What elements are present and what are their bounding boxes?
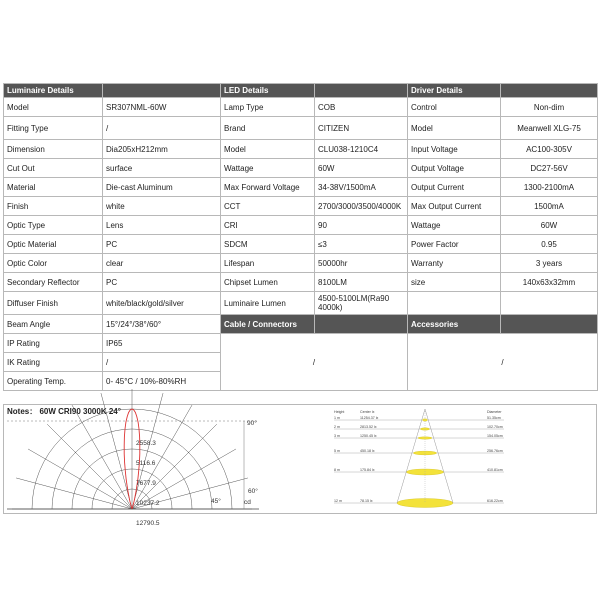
led-value: 8100LM <box>315 273 408 292</box>
unit-label: cd <box>244 499 251 506</box>
led-label: Wattage <box>221 159 315 178</box>
beam-center-value: 1250.45 lx <box>360 433 377 438</box>
led-value: 34-38V/1500mA <box>315 178 408 197</box>
luminaire-value: white/black/gold/silver <box>103 292 221 315</box>
accessories-value: / <box>408 334 598 391</box>
angle-label-90: 90° <box>247 420 257 427</box>
luminaire-label: Optic Color <box>4 254 103 273</box>
spec-row <box>4 197 598 216</box>
beam-edge-left <box>397 409 425 503</box>
led-value: CITIZEN <box>315 117 408 140</box>
ring-value-label: 5116.6 <box>136 460 156 467</box>
luminaire-details-header: Luminaire Details <box>4 84 103 98</box>
spec-row <box>4 98 598 117</box>
led-value: 60W <box>315 159 408 178</box>
cable-value: / <box>221 334 408 391</box>
led-value: CLU038-1210C4 <box>315 140 408 159</box>
luminaire-label: Dimension <box>4 140 103 159</box>
spec-row <box>4 273 598 292</box>
beam-diameter-value: 616.22cm <box>487 498 503 503</box>
driver-value: 1300-2100mA <box>501 178 598 197</box>
luminaire-label: Cut Out <box>4 159 103 178</box>
cable-header-fill <box>315 315 408 334</box>
beam-diameter-value: 102.70cm <box>487 424 503 429</box>
led-label: CCT <box>221 197 315 216</box>
driver-value: DC27-56V <box>501 159 598 178</box>
driver-value: AC100-305V <box>501 140 598 159</box>
spec-row <box>4 235 598 254</box>
driver-label: size <box>408 273 501 292</box>
led-label: Max Forward Voltage <box>221 178 315 197</box>
luminaire-label: IK Rating <box>4 353 103 372</box>
spec-table <box>3 83 598 391</box>
luminaire-value: SR307NML-60W <box>103 98 221 117</box>
led-details-header: LED Details <box>221 84 315 98</box>
led-value: 50000hr <box>315 254 408 273</box>
luminaire-value: PC <box>103 273 221 292</box>
beam-edge-right <box>425 409 453 503</box>
ring-value-label: 2558.3 <box>136 440 156 447</box>
section-header-row <box>4 84 598 98</box>
beam-height-value: 1 m <box>334 415 340 420</box>
driver-label: Output Voltage <box>408 159 501 178</box>
spec-row <box>4 117 598 140</box>
beam-diameter-value: 256.76cm <box>487 448 503 453</box>
notes-title: Notes： 60W CRI90 3000K 24° <box>7 407 121 416</box>
beam-center-value: 11254.37 lx <box>360 415 379 420</box>
beam-center-value: 78.15 lx <box>360 498 373 503</box>
led-value: 90 <box>315 216 408 235</box>
led-label: SDCM <box>221 235 315 254</box>
luminaire-value: white <box>103 197 221 216</box>
driver-label <box>408 292 501 315</box>
spec-row <box>4 159 598 178</box>
driver-label: Wattage <box>408 216 501 235</box>
luminaire-value: / <box>103 117 221 140</box>
beam-height-value: 2 m <box>334 424 340 429</box>
led-value: 4500-5100LM(Ra90 4000k) <box>315 292 408 315</box>
driver-value: 0.95 <box>501 235 598 254</box>
beam-col-diameter: Diameter <box>487 410 502 414</box>
driver-value: Meanwell XLG-75 <box>501 117 598 140</box>
driver-value: Non-dim <box>501 98 598 117</box>
spec-row <box>4 334 598 353</box>
luminaire-label: Material <box>4 178 103 197</box>
led-value: 2700/3000/3500/4000K <box>315 197 408 216</box>
beam-height-value: 8 m <box>334 467 340 472</box>
spec-row <box>4 254 598 273</box>
beam-height-value: 3 m <box>334 433 340 438</box>
accessories-header: Accessories <box>408 315 501 334</box>
led-value: COB <box>315 98 408 117</box>
luminaire-label: Beam Angle <box>4 315 103 334</box>
luminaire-value: surface <box>103 159 221 178</box>
luminaire-label: Finish <box>4 197 103 216</box>
luminaire-value: 15°/24°/38°/60° <box>103 315 221 334</box>
luminaire-value: Die-cast Aluminum <box>103 178 221 197</box>
luminaire-label: Optic Material <box>4 235 103 254</box>
driver-value: 60W <box>501 216 598 235</box>
driver-value: 3 years <box>501 254 598 273</box>
beam-diameter-value: 154.05cm <box>487 433 503 438</box>
spec-row <box>4 140 598 159</box>
accessories-header-fill <box>501 315 598 334</box>
luminaire-label: Diffuser Finish <box>4 292 103 315</box>
led-label: Luminaire Lumen <box>221 292 315 315</box>
spec-row <box>4 315 598 334</box>
luminaire-label: Secondary Reflector <box>4 273 103 292</box>
beam-col-height: Height <box>334 410 345 414</box>
driver-label: Control <box>408 98 501 117</box>
ring-value-label: 7677.9 <box>136 480 156 487</box>
led-label: Lamp Type <box>221 98 315 117</box>
spec-sheet <box>3 83 597 391</box>
driver-label: Max Output Current <box>408 197 501 216</box>
beam-height-value: 12 m <box>334 498 342 503</box>
luminaire-value: IP65 <box>103 334 221 353</box>
spec-row <box>4 292 598 315</box>
luminaire-label: Optic Type <box>4 216 103 235</box>
driver-label: Warranty <box>408 254 501 273</box>
luminaire-value: Lens <box>103 216 221 235</box>
beam-layer <box>334 409 504 507</box>
driver-label: Input Voltage <box>408 140 501 159</box>
driver-label: Power Factor <box>408 235 501 254</box>
driver-label: Model <box>408 117 501 140</box>
beam-center-value: 2813.52 lx <box>360 424 377 429</box>
beam-center-value: 175.84 lx <box>360 467 375 472</box>
luminaire-label: Operating Temp. <box>4 372 103 391</box>
luminaire-value: 0- 45°C / 10%-80%RH <box>103 372 221 391</box>
led-label: CRI <box>221 216 315 235</box>
angle-label-45: 45° <box>211 498 221 505</box>
luminaire-value: PC <box>103 235 221 254</box>
luminaire-label: Fitting Type <box>4 117 103 140</box>
ring-value-label: 10237.2 <box>136 500 160 507</box>
led-label: Lifespan <box>221 254 315 273</box>
ring-value-label: 12790.5 <box>136 520 160 527</box>
driver-value <box>501 292 598 315</box>
angle-label-60: 60° <box>248 488 258 495</box>
beam-spread-chart <box>4 405 598 513</box>
driver-details-header: Driver Details <box>408 84 501 98</box>
beam-center-value: 450.18 lx <box>360 448 375 453</box>
spec-row <box>4 178 598 197</box>
led-label: Brand <box>221 117 315 140</box>
led-label: Model <box>221 140 315 159</box>
beam-diameter-value: 51.35cm <box>487 415 501 420</box>
luminaire-value: clear <box>103 254 221 273</box>
beam-height-value: 5 m <box>334 448 340 453</box>
luminaire-value: / <box>103 353 221 372</box>
driver-label: Output Current <box>408 178 501 197</box>
beam-diameter-value: 410.81cm <box>487 467 503 472</box>
cable-connectors-header: Cable / Connectors <box>221 315 315 334</box>
spec-row <box>4 216 598 235</box>
luminaire-label: Model <box>4 98 103 117</box>
notes-panel <box>3 404 597 527</box>
driver-value: 140x63x32mm <box>501 273 598 292</box>
driver-value: 1500mA <box>501 197 598 216</box>
luminaire-value: Dia205xH212mm <box>103 140 221 159</box>
led-label: Chipset Lumen <box>221 273 315 292</box>
led-value: ≤3 <box>315 235 408 254</box>
luminaire-label: IP Rating <box>4 334 103 353</box>
beam-col-center: Center lx <box>360 410 375 414</box>
